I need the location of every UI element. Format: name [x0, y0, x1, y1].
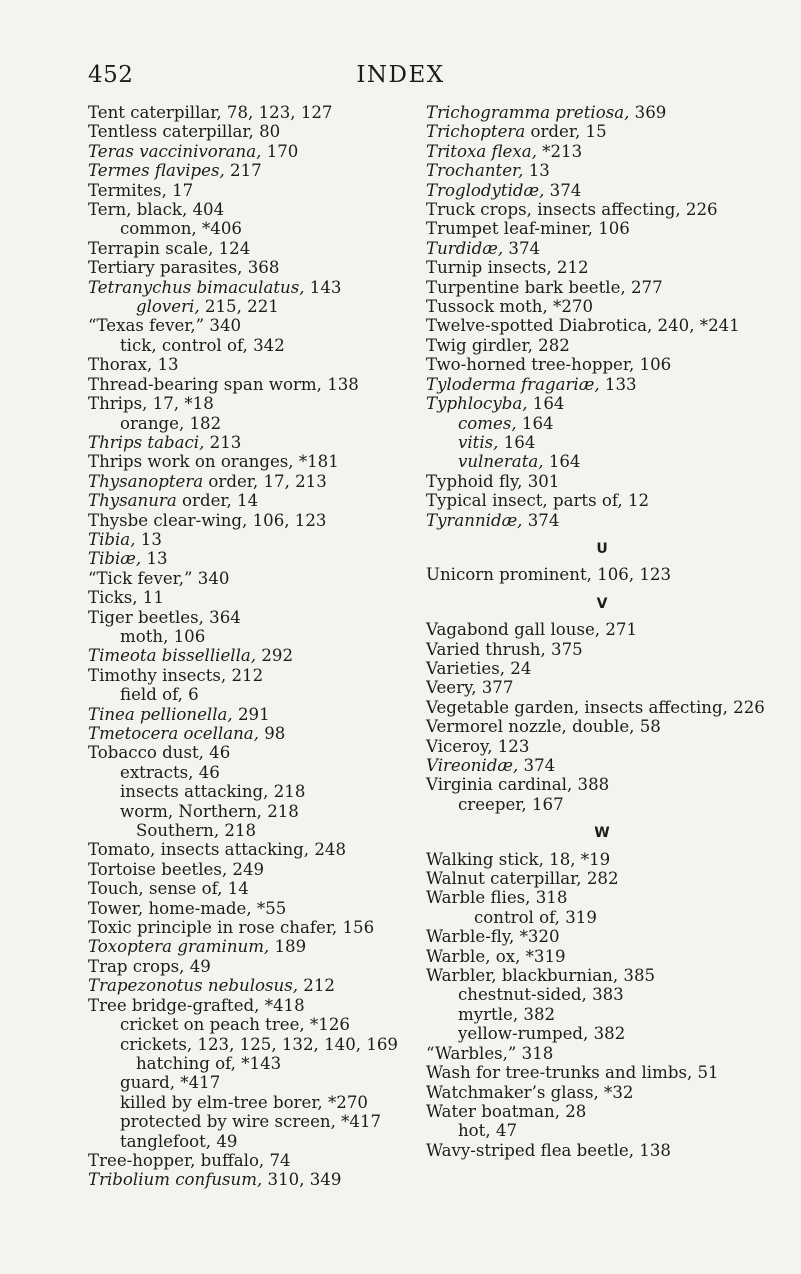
index-subentry [426, 433, 778, 452]
entry-pages: 164 [498, 432, 536, 452]
index-entry [426, 394, 778, 413]
entry-pages: 215, 221 [199, 297, 279, 317]
entry-pages: 13 [523, 161, 550, 181]
entry-pages: 164 [516, 413, 554, 433]
index-entry: Tentless caterpillar, 80 [88, 122, 281, 142]
index-subentry [426, 414, 778, 433]
index-entry [88, 142, 433, 161]
index-subentry: myrtle, 382 [458, 1004, 556, 1024]
index-entry [426, 142, 778, 161]
index-subentry: chestnut-sided, 383 [458, 985, 624, 1005]
index-entry [426, 161, 778, 180]
entry-pages: 143 [304, 277, 342, 297]
index-subentry: common, *406 [120, 219, 242, 239]
index-subentry: hatching of, *143 [136, 1053, 282, 1073]
entry-term-italic: comes, [458, 413, 517, 433]
index-entry: Thysbe clear-wing, 106, 123 [88, 510, 327, 530]
index-entry: Vegetable garden, insects affecting, 226 [426, 697, 765, 717]
entry-term-italic: Trichogramma pretiosa, [426, 103, 630, 122]
index-entry: Watchmaker’s glass, *32 [426, 1082, 634, 1102]
index-entry: Viceroy, 123 [426, 736, 530, 756]
index-entry: Tern, black, 404 [88, 200, 225, 220]
entry-term-italic: Tinea pellionella, [88, 704, 233, 724]
index-entry [88, 976, 433, 995]
entry-term-italic: Tetranychus bimaculatus, [88, 277, 305, 297]
entry-term-italic: Vireonidæ, [426, 756, 519, 775]
index-entry: Warble flies, 318 [426, 888, 568, 908]
index-subentry: yellow-rumped, 382 [458, 1024, 626, 1044]
index-entry: Warble, ox, *319 [426, 946, 566, 966]
index-entry: Varieties, 24 [426, 658, 532, 678]
index-entry: Twelve-spotted Diabrotica, 240, *241 [426, 316, 740, 336]
index-subentry: field of, 6 [120, 685, 199, 705]
entry-pages: 292 [256, 646, 294, 666]
index-column-left [88, 103, 433, 1190]
entry-term-italic: Tibiæ, [88, 549, 142, 569]
index-entry: Twig girdler, 282 [426, 335, 570, 355]
index-entry: Tower, home-made, *55 [88, 898, 287, 918]
entry-pages: 374 [503, 238, 541, 258]
index-subentry: killed by elm-tree borer, *270 [120, 1092, 368, 1112]
entry-pages: 213 [204, 432, 242, 452]
index-entry: Typical insect, parts of, 12 [426, 491, 650, 511]
entry-pages: 13 [141, 549, 168, 569]
index-entry: Ticks, 11 [88, 588, 164, 608]
index-entry: Timothy insects, 212 [88, 665, 264, 685]
entry-term-italic: Trapezonotus nebulosus, [88, 976, 298, 996]
index-entry: Thrips work on oranges, *181 [88, 452, 339, 472]
index-entry [88, 724, 433, 743]
index-entry [88, 433, 433, 452]
index-entry: Wash for tree-trunks and limbs, 51 [426, 1063, 719, 1083]
entry-pages: 374 [544, 180, 582, 200]
index-entry: Warble-fly, *320 [426, 927, 560, 947]
entry-pages: 170 [261, 141, 299, 161]
index-entry: Walnut caterpillar, 282 [426, 869, 619, 889]
index-entry [88, 549, 433, 568]
index-entry [426, 511, 778, 530]
index-entry: Walking stick, 18, *19 [426, 849, 611, 869]
entry-term-italic: Timeota bisselliella, [88, 646, 257, 666]
entry-term-italic: Tmetocera ocellana, [88, 724, 259, 743]
index-entry [426, 756, 778, 775]
entry-pages: 189 [269, 937, 307, 957]
entry-pages: 164 [543, 452, 581, 472]
entry-pages: 13 [135, 529, 162, 549]
entry-term-italic: Tibia, [88, 529, 136, 549]
index-subentry: creeper, 167 [458, 794, 564, 814]
entry-pages: 291 [232, 704, 270, 724]
index-subentry: moth, 106 [120, 626, 206, 646]
index-entry: Tertiary parasites, 368 [88, 258, 280, 278]
index-entry: Tent caterpillar, 78, 123, 127 [88, 103, 333, 122]
entry-term-italic: Typhlocyba, [426, 394, 528, 414]
index-subentry: tanglefoot, 49 [120, 1131, 238, 1151]
entry-term-italic: Tyrannidæ, [426, 510, 523, 530]
page-header [0, 62, 801, 92]
index-entry [426, 122, 778, 141]
index-entry: Typhoid fly, 301 [426, 471, 560, 491]
index-entry: Tortoise beetles, 249 [88, 859, 265, 879]
entry-term-italic: Thysanura [88, 491, 177, 511]
section-letter: V [596, 595, 608, 612]
index-subentry: control of, 319 [474, 907, 597, 927]
index-entry: “Tick fever,” 340 [88, 568, 230, 588]
index-entry: Two-horned tree-hopper, 106 [426, 355, 672, 375]
entry-term-italic: Teras vaccinivorana, [88, 141, 262, 161]
index-entry: Tobacco dust, 46 [88, 743, 231, 763]
index-entry [426, 181, 778, 200]
entry-pages: 369 [629, 103, 667, 122]
section-letter: U [596, 540, 608, 557]
index-entry [88, 278, 433, 297]
index-entry [88, 646, 433, 665]
entry-pages: 310, 349 [262, 1170, 342, 1190]
entry-term-italic: Tribolium confusum, [88, 1170, 263, 1190]
index-subentry: crickets, 123, 125, 132, 140, 169 [120, 1034, 398, 1054]
index-entry: Thread-bearing span worm, 138 [88, 374, 359, 394]
entry-term-italic: Tyloderma fragariæ, [426, 374, 600, 394]
index-entry: Trumpet leaf-miner, 106 [426, 219, 630, 239]
index-subentry: tick, control of, 342 [120, 335, 285, 355]
entry-pages: order, 17, 213 [203, 471, 327, 491]
index-entry: Toxic principle in rose chafer, 156 [88, 918, 375, 938]
entry-term-italic: vulnerata, [458, 452, 544, 472]
entry-term-italic: vitis, [458, 432, 499, 452]
entry-term-italic: Trichoptera [426, 122, 526, 142]
index-entry [88, 937, 433, 956]
page-number: 452 [88, 62, 134, 88]
section-letter: W [594, 825, 610, 842]
index-entry: Tomato, insects attacking, 248 [88, 840, 346, 860]
index-subentry: extracts, 46 [120, 762, 220, 782]
entry-term-italic: Termes flavipes, [88, 161, 225, 181]
index-entry: Trap crops, 49 [88, 956, 211, 976]
entry-term-italic: Turdidæ, [426, 238, 504, 258]
index-entry: Tiger beetles, 364 [88, 607, 241, 627]
index-subentry: hot, 47 [458, 1121, 518, 1141]
index-entry [88, 491, 433, 510]
entry-term-italic: Troglodytidæ, [426, 180, 545, 200]
index-subentry: orange, 182 [120, 413, 222, 433]
index-entry [88, 1170, 433, 1189]
index-entry: Vermorel nozzle, double, 58 [426, 717, 661, 737]
entry-pages: *213 [536, 141, 583, 161]
index-entry: Truck crops, insects affecting, 226 [426, 200, 718, 220]
entry-pages: 212 [298, 976, 335, 996]
index-entry [426, 375, 778, 394]
index-entry: Terrapin scale, 124 [88, 238, 251, 258]
index-entry: Turnip insects, 212 [426, 258, 589, 278]
index-entry: “Texas fever,” 340 [88, 316, 242, 336]
index-subentry: cricket on peach tree, *126 [120, 1015, 350, 1035]
entry-term-italic: gloveri, [136, 297, 200, 317]
index-entry: Veery, 377 [426, 678, 514, 698]
entry-pages: 374 [522, 510, 560, 530]
entry-term-italic: Tritoxa flexa, [426, 141, 537, 161]
index-entry [426, 103, 778, 122]
entry-pages: order, 15 [525, 122, 607, 142]
entry-term-italic: Toxoptera graminum, [88, 937, 270, 957]
index-entry: “Warbles,” 318 [426, 1043, 554, 1063]
entry-pages: 374 [518, 756, 556, 775]
entry-pages: 164 [527, 394, 565, 414]
index-entry: Tussock moth, *270 [426, 297, 593, 317]
entry-pages: order, 14 [176, 491, 259, 511]
entry-term-italic: Trochanter, [426, 161, 524, 181]
index-entry [88, 705, 433, 724]
index-entry: Turpentine bark beetle, 277 [426, 277, 663, 297]
index-subentry [426, 452, 778, 471]
index-subentry: insects attacking, 218 [120, 782, 306, 802]
index-entry: Wavy-striped flea beetle, 138 [426, 1140, 671, 1160]
index-entry: Termites, 17 [88, 180, 194, 200]
index-entry: Tree-hopper, buffalo, 74 [88, 1150, 291, 1170]
index-entry [88, 530, 433, 549]
index-subentry: worm, Northern, 218 [120, 801, 299, 821]
index-entry: Virginia cardinal, 388 [426, 775, 610, 795]
entry-term-italic: Thrips tabaci, [88, 432, 205, 452]
index-entry [88, 472, 433, 491]
index-entry: Thorax, 13 [88, 355, 179, 375]
entry-pages: 217 [224, 161, 262, 181]
index-entry: Tree bridge-grafted, *418 [88, 995, 305, 1015]
page-title: INDEX [356, 62, 445, 88]
index-entry: Warbler, blackburnian, 385 [426, 966, 656, 986]
index-entry: Touch, sense of, 14 [88, 879, 249, 899]
index-entry [88, 161, 433, 180]
index-subentry: guard, *417 [120, 1073, 221, 1093]
entry-pages: 133 [599, 374, 637, 394]
index-subentry: Southern, 218 [136, 821, 257, 841]
index-subentry: protected by wire screen, *417 [120, 1112, 382, 1132]
index-entry: Thrips, 17, *18 [88, 394, 214, 414]
index-entry [426, 239, 778, 258]
index-entry: Water boatman, 28 [426, 1101, 587, 1121]
index-subentry [88, 297, 433, 316]
index-entry: Unicorn prominent, 106, 123 [426, 565, 672, 585]
entry-term-italic: Thysanoptera [88, 471, 204, 491]
index-column-right [426, 103, 778, 1160]
index-entry: Vagabond gall louse, 271 [426, 620, 638, 640]
entry-pages: 98 [258, 724, 286, 743]
index-entry: Varied thrush, 375 [426, 639, 583, 659]
